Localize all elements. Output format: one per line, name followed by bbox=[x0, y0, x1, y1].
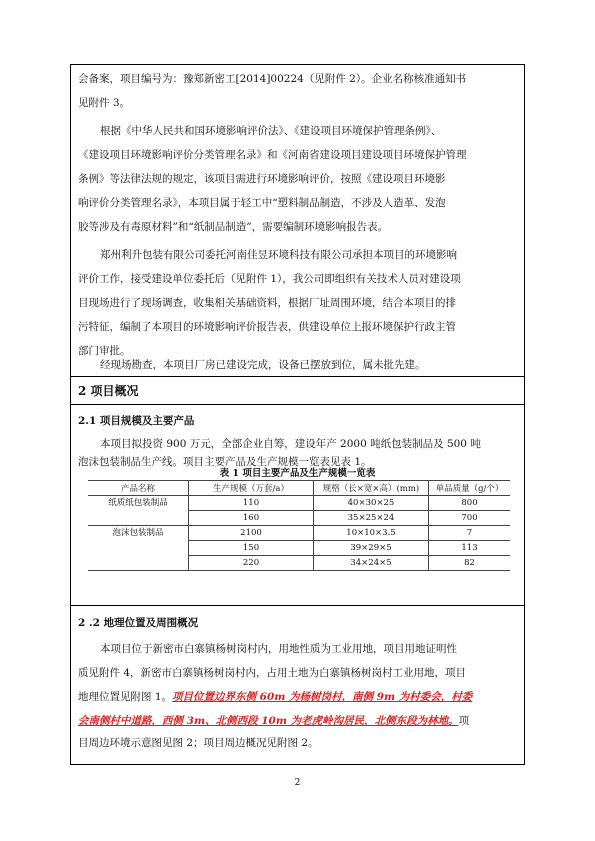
cell-weight: 113 bbox=[429, 541, 511, 556]
cell-scale: 110 bbox=[189, 496, 314, 511]
cell-weight: 7 bbox=[429, 526, 511, 541]
cell-weight: 700 bbox=[429, 511, 511, 526]
commission-line-5: 部门审批。 bbox=[78, 345, 131, 357]
section-2-2-title: 2 .2 地理位置及周围概况 bbox=[78, 617, 199, 629]
intro-line-2: 见附件 3。 bbox=[78, 97, 131, 109]
location-line-3-text: 地理位置见附图 1。 bbox=[78, 691, 173, 703]
cell-weight: 800 bbox=[429, 496, 511, 511]
table-row bbox=[88, 526, 510, 541]
commission-line-1: 郑州利升包装有限公司委托河南佳昱环境科技有限公司承担本项目的环境影响 bbox=[100, 249, 457, 261]
cell-scale: 160 bbox=[189, 511, 314, 526]
location-highlight-1: 项目位置边界东侧 60m 为杨树岗村，南侧 9m 为村委会，村委 bbox=[172, 691, 473, 703]
table-row bbox=[88, 496, 510, 511]
commission-line-4: 污特征，编制了本项目的环境影响评价报告表，供建设单位上报环境保护行政主管 bbox=[78, 321, 456, 333]
cell-scale: 220 bbox=[189, 556, 314, 571]
scale-line-1: 本项目拟投资 900 万元，全部企业自筹，建设年产 2000 吨纸包装制品及 500 吨 bbox=[100, 438, 481, 450]
header-product-name: 产品名称 bbox=[88, 481, 189, 496]
cell-scale: 2100 bbox=[189, 526, 314, 541]
table-header-row bbox=[88, 481, 510, 496]
commission-line-2: 评价工作，接受建设单位委托后（见附件 1），我公司即组织有关技术人员对建设项 bbox=[78, 273, 461, 285]
header-scale: 生产规模（万套/a） bbox=[189, 481, 314, 496]
content-frame bbox=[70, 64, 525, 765]
survey-paragraph: 经现场勘查，本项目厂房已建设完成，设备已摆放到位，属未批先建。 bbox=[100, 359, 426, 371]
group-name: 泡沫包装制品 bbox=[88, 526, 189, 571]
location-highlight-2: 会南侧村中道路，西侧 3m、北侧西段 10m 为老虎岭沟居民，北侧东段为林地。 bbox=[78, 715, 459, 727]
location-line-1: 本项目位于新密市白寨镇杨树岗村内，用地性质为工业用地，项目用地证明性 bbox=[100, 643, 457, 655]
intro-line-1: 会备案，项目编号为：豫郑新密工[2014]00224（见附件 2）。企业名称核准通知书 bbox=[78, 73, 467, 85]
location-line-5: 目周边环境示意图见图 2；项目周边概况见附图 2。 bbox=[78, 737, 319, 749]
cell-spec: 35×25×24 bbox=[314, 511, 429, 526]
location-line-3 bbox=[78, 685, 517, 709]
section-2-1-title: 2.1 项目规模及主要产品 bbox=[78, 415, 195, 427]
location-line-4 bbox=[78, 709, 517, 733]
law-line-3: 条例》等法律法规的规定，该项目需进行环境影响评价，按照《建设项目环境影 bbox=[78, 173, 446, 185]
cell-weight: 82 bbox=[429, 556, 511, 571]
scale-line-2: 泡沫包装制品生产线。项目主要产品及生产规模一览表见表 1。 bbox=[78, 456, 372, 468]
page-number: 2 bbox=[294, 778, 301, 788]
law-line-5: 胶等涉及有毒原材料”和“纸制品制造”，需要编制环境影响报告表。 bbox=[78, 221, 389, 233]
law-line-1: 根据《中华人民共和国环境影响评价法》、《建设项目环境保护管理条例》、 bbox=[100, 125, 442, 137]
cell-spec: 39×29×5 bbox=[314, 541, 429, 556]
cell-spec: 10×10×3.5 bbox=[314, 526, 429, 541]
cell-spec: 40×30×25 bbox=[314, 496, 429, 511]
section-divider bbox=[71, 376, 524, 377]
location-tail-1: 项 bbox=[458, 715, 470, 727]
group-name: 纸质纸包装制品 bbox=[88, 496, 189, 526]
header-weight: 单品质量（g/个） bbox=[429, 481, 511, 496]
commission-line-3: 目现场进行了现场调查，收集相关基础资料，根据厂址周围环境，结合本项目的排 bbox=[78, 297, 456, 309]
location-line-2: 质见附件 4，新密市白寨镇杨树岗村内，占用土地为白寨镇杨树岗村工业用地，项目 bbox=[78, 667, 467, 679]
law-line-2: 《建设项目环境影响评价分类管理名录》和《河南省建设项目建设项目环境保护管理 bbox=[78, 149, 467, 161]
table-caption: 表 1 项目主要产品及生产规模一览表 bbox=[219, 468, 376, 479]
cell-scale: 150 bbox=[189, 541, 314, 556]
law-line-4: 响评价分类管理名录》，本项目属于轻工中“塑料制品制造，不涉及人造革、发泡 bbox=[78, 197, 446, 209]
section-2-title: 2 项目概况 bbox=[78, 384, 139, 398]
cell-spec: 34×24×5 bbox=[314, 556, 429, 571]
section-divider bbox=[71, 404, 524, 405]
section-divider bbox=[71, 605, 524, 606]
products-table bbox=[88, 480, 510, 571]
header-spec: 规格（长×宽×高）(mm) bbox=[314, 481, 429, 496]
